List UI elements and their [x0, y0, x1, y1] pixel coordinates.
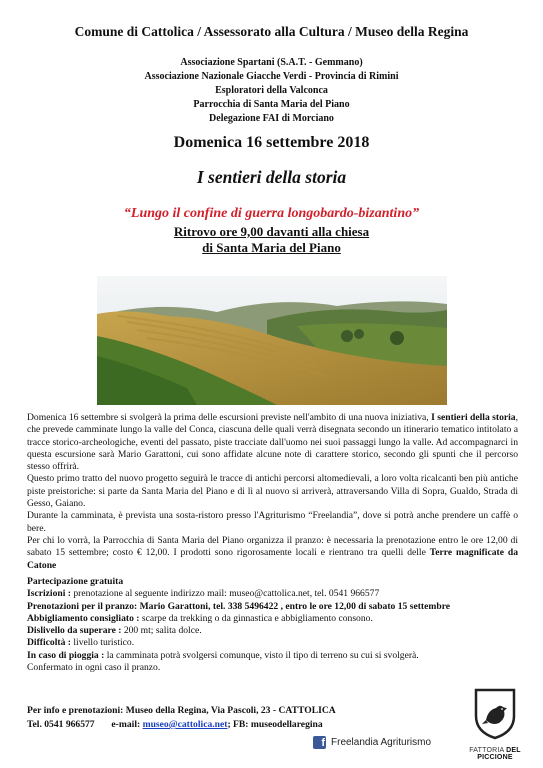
associations-list	[0, 56, 543, 126]
facebook-icon: f	[313, 736, 326, 749]
clothing-line: Abbigliamento consigliato : scarpe da trekking o da ginnastica e abbigliamento consono.	[27, 612, 373, 624]
association-item: Associazione Nazionale Giacche Verdi - Provincia di Rimini	[144, 71, 399, 82]
pigeon-shield-icon	[472, 686, 518, 740]
event-title: I sentieri della storia	[196, 167, 347, 187]
contact-info	[27, 704, 336, 732]
signup-line: Iscrizioni : prenotazione al seguente indirizzo mail: museo@cattolica.net, tel. 0541 966577	[27, 588, 380, 600]
event-date: Domenica 16 settembre 2018	[173, 134, 370, 151]
meeting-line-1: Ritrovo ore 9,00 davanti alla chiesa	[173, 224, 370, 239]
header-title: Comune di Cattolica / Assessorato alla Cultura / Museo della Regina	[74, 24, 469, 39]
description-paragraph: Domenica 16 settembre si svolgerà la prima delle escursioni previste nell'ambito di una nuova iniziativa, I sentieri della storia, che prevede camminate lungo la valle del Conca, ciascuna delle quali verrà disegnata secondo un itinerario tematico intitolato a tracce storico-archeologiche, eventi del passato, piste tracciate dall'uomo nei suoi passaggi lungo la valle. Ad accompagnarci in questa escursione sarà Mario Garattoni, cui sono affidate alcune note di carattere storico, secondo gli spunti che il percorso stesso offrirà.	[27, 412, 518, 473]
description-paragraph: Questo primo tratto del nuovo progetto seguirà le tracce di antichi percorsi altomedievali, a loro volta ricalcanti ben più antiche piste preistoriche: si parte da Santa Maria del Piano e di lì al nuovo si arriverà, attraversando Villa di Sopra, Gualdo, Strada di Gesso, Gaiano.	[27, 473, 518, 510]
lunch-booking-line: Prenotazioni per il pranzo: Mario Garattoni, tel. 338 5496422 , entro le ore 12,00 di sabato 15 settembre	[27, 600, 451, 612]
rain-line: In caso di pioggia : la camminata potrà svolgersi comunque, visto il tipo di terreno su cui si svolgerà.	[27, 649, 419, 661]
facebook-page-name: Freelandia Agriturismo	[331, 737, 432, 748]
logo-caption: FATTORIA DEL PICCIONE	[469, 747, 521, 761]
association-item: Delegazione FAI di Morciano	[209, 113, 334, 124]
practical-info	[27, 576, 527, 674]
description	[27, 412, 518, 572]
meeting-point	[0, 224, 543, 256]
email-link[interactable]: museo@cattolica.net	[142, 719, 228, 730]
facebook-page[interactable]	[313, 736, 431, 749]
difficulty-line: Difficoltà : livello turistico.	[27, 637, 135, 649]
meeting-line-2: di Santa Maria del Piano	[202, 240, 341, 255]
description-paragraph: Durante la camminata, è prevista una sosta-ristoro presso l'Agriturismo “Freelandia”, dove si potrà anche prendere un caffè o bere.	[27, 510, 518, 534]
contact-line-2: Tel. 0541 966577 e-mail: museo@cattolica.net; FB: museodellaregina	[27, 719, 323, 730]
elevation-line: Dislivello da superare : 200 mt; salita dolce.	[27, 625, 202, 637]
event-subtitle: “Lungo il confine di guerra longobardo-bizantino”	[123, 206, 420, 221]
landscape-photo	[97, 276, 447, 405]
association-item: Parrocchia di Santa Maria del Piano	[193, 99, 350, 110]
association-item: Esploratori della Valconca	[215, 85, 328, 96]
contact-address: Per info e prenotazioni: Museo della Regina, Via Pascoli, 23 - CATTOLICA	[27, 705, 336, 716]
fattoria-logo	[455, 686, 535, 761]
participation-note: Partecipazione gratuita	[27, 576, 124, 587]
description-paragraph: Per chi lo vorrà, la Parrocchia di Santa Maria del Piano organizza il pranzo: è necessaria la prenotazione entro le ore 12,00 di sabato 15 settembre; costo € 12,00. I prodotti sono rigorosamente locali e rientrano tra quelli delle Terre magnificate da Catone	[27, 534, 518, 571]
confirmation-line: Confermato in ogni caso il pranzo.	[27, 662, 161, 674]
association-item: Associazione Spartani (S.A.T. - Gemmano)	[180, 57, 363, 68]
